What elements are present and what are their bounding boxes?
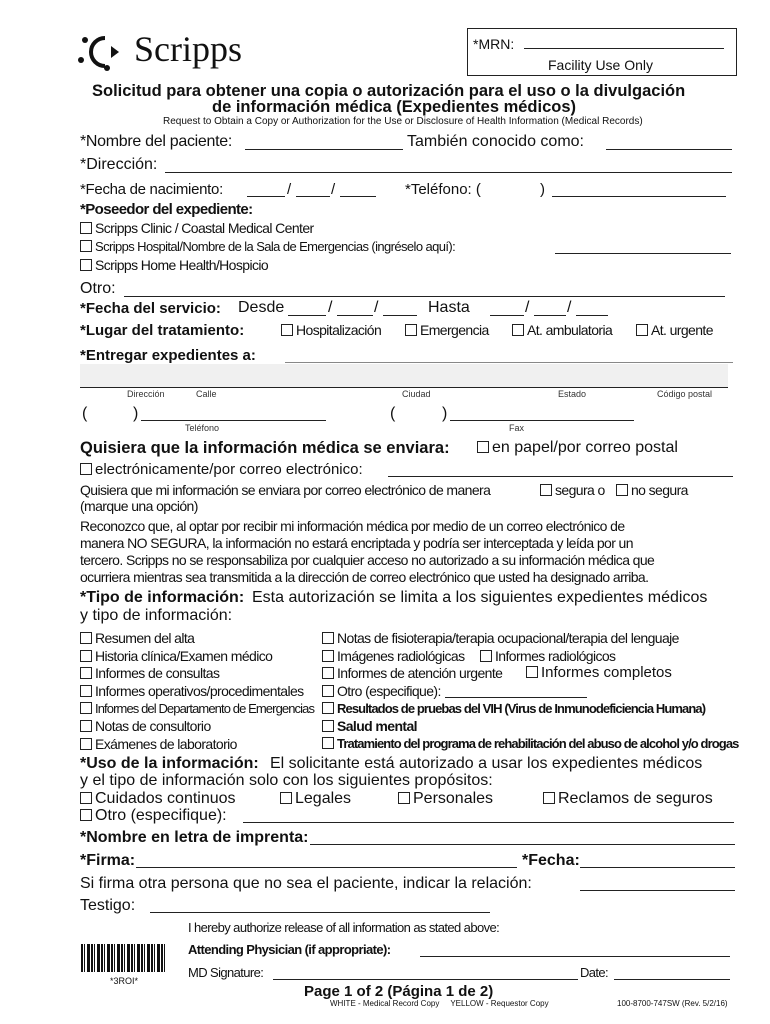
info-complete[interactable]: Informes completos xyxy=(526,664,672,681)
phone-label: *Teléfono: ( xyxy=(405,181,481,198)
aka-field[interactable] xyxy=(606,136,732,150)
info-er[interactable]: Informes del Departamento de Emergencias xyxy=(80,701,314,716)
send-label: Quisiera que la información médica se enviara: xyxy=(80,439,450,457)
substance-checkbox[interactable] xyxy=(322,737,334,749)
service-date-label: *Fecha del servicio: xyxy=(80,300,221,317)
md-signature-label: MD Signature: xyxy=(188,965,264,980)
holder-other-label: Otro: xyxy=(80,280,116,297)
info-radiology-reports[interactable]: Informes radiológicos xyxy=(480,648,615,664)
info-substance[interactable]: Tratamiento del programa de rehabilitación del abuso de alcohol y/o drogas xyxy=(322,736,739,751)
sign-date-label: *Fecha: xyxy=(522,852,580,869)
electronic-checkbox[interactable] xyxy=(80,463,92,475)
deliver-phone-paren-open: ( xyxy=(82,405,88,422)
relation-label: Si firma otra persona que no sea el paciente, indicar la relación: xyxy=(80,875,532,892)
witness-label: Testigo: xyxy=(80,897,136,914)
dob-day-field[interactable] xyxy=(296,183,330,197)
deliver-fax-paren-open: ( xyxy=(390,405,396,422)
print-name-label: *Nombre en letra de imprenta: xyxy=(80,829,309,846)
md-signature-field[interactable] xyxy=(273,966,578,980)
from-label: Desde xyxy=(238,299,285,316)
deliver-label: *Entregar expedientes a: xyxy=(80,347,256,364)
info-operative[interactable]: Informes operativos/procedimentales xyxy=(80,683,304,699)
use-intro1: El solicitante está autorizado a usar los expedientes médicos xyxy=(270,755,703,772)
relation-field[interactable] xyxy=(580,877,735,891)
office-notes-checkbox[interactable] xyxy=(80,720,92,732)
address-city-label: Ciudad xyxy=(402,389,431,399)
brand-name: Scripps xyxy=(134,29,242,69)
info-type-intro1: Esta autorización se limita a los siguientes expedientes médicos xyxy=(252,589,708,606)
holder-option-home-health[interactable]: Scripps Home Health/Hospicio xyxy=(80,257,268,273)
insecure-option[interactable]: no segura xyxy=(616,482,688,498)
info-mental-health[interactable]: Salud mental xyxy=(322,718,417,734)
complete-checkbox[interactable] xyxy=(526,666,538,678)
outpatient-checkbox[interactable] xyxy=(512,324,524,336)
copy-distribution: WHITE - Medical Record Copy YELLOW - Requestor Copy xyxy=(330,999,549,1008)
discharge-checkbox[interactable] xyxy=(80,632,92,644)
holder-option-clinic[interactable]: Scripps Clinic / Coastal Medical Center xyxy=(80,220,314,236)
send-electronic-option[interactable]: electrónicamente/por correo electrónico: xyxy=(80,461,363,478)
email-field[interactable] xyxy=(388,463,733,477)
info-radiology-images[interactable]: Imágenes radiológicas xyxy=(322,648,464,664)
mrn-label: *MRN: xyxy=(473,36,515,52)
use-personal[interactable]: Personales xyxy=(398,790,493,808)
insecure-checkbox[interactable] xyxy=(616,484,628,496)
secure-option[interactable]: segura o xyxy=(540,482,605,498)
signature-field[interactable] xyxy=(136,854,517,868)
send-paper-option[interactable]: en papel/por correo postal xyxy=(477,439,678,457)
authorize-statement: I hereby authorize release of all information as stated above: xyxy=(188,920,500,935)
mental-health-checkbox[interactable] xyxy=(322,720,334,732)
clinic-checkbox[interactable] xyxy=(80,222,92,234)
home-health-checkbox[interactable] xyxy=(80,259,92,271)
hiv-checkbox[interactable] xyxy=(322,702,334,714)
hospitalization-checkbox[interactable] xyxy=(281,324,293,336)
to-label: Hasta xyxy=(428,299,470,316)
ack-line-2: manera NO SEGURA, la información no estará encriptada y podría ser interceptada y leída por un xyxy=(80,535,633,551)
to-year-field[interactable] xyxy=(576,302,608,316)
secure-line: Quisiera que mi información se enviara por correo electrónico de manera xyxy=(80,482,491,498)
insurance-checkbox[interactable] xyxy=(543,792,555,804)
patient-name-field[interactable] xyxy=(245,136,403,150)
holder-title: *Poseedor del expediente: xyxy=(80,201,253,218)
info-history[interactable]: Historia clínica/Examen médico xyxy=(80,648,272,664)
radiology-reports-checkbox[interactable] xyxy=(480,650,492,662)
continuing-care-checkbox[interactable] xyxy=(80,792,92,804)
use-other-checkbox[interactable] xyxy=(80,809,92,821)
form-title-line1: Solicitud para obtener una copia o autorización para el uso o la divulgación xyxy=(92,82,686,100)
operative-checkbox[interactable] xyxy=(80,685,92,697)
use-continuing-care[interactable]: Cuidados continuos xyxy=(80,790,236,808)
legal-checkbox[interactable] xyxy=(280,792,292,804)
fax-field-label: Fax xyxy=(509,423,525,433)
form-title-line2: de información médica (Expedientes médicos) xyxy=(212,98,577,116)
use-title: *Uso de la información: xyxy=(80,755,259,772)
personal-checkbox[interactable] xyxy=(398,792,410,804)
page-indicator: Page 1 of 2 (Página 1 de 2) xyxy=(304,983,494,1000)
address-field[interactable] xyxy=(165,159,732,173)
deliver-name-field[interactable] xyxy=(285,349,733,363)
place-label: *Lugar del tratamiento: xyxy=(80,322,245,339)
deliver-phone-paren-close: ) xyxy=(133,405,139,422)
mrn-field[interactable] xyxy=(524,35,724,49)
info-other[interactable]: Otro (especifique): xyxy=(322,683,441,699)
place-urgent[interactable]: At. urgente xyxy=(636,322,713,338)
dob-month-field[interactable] xyxy=(247,183,285,197)
use-intro2: y el tipo de información solo con los siguientes propósitos: xyxy=(80,772,493,789)
dob-year-field[interactable] xyxy=(340,183,376,197)
urgent-checkbox[interactable] xyxy=(636,324,648,336)
phone-paren: ) xyxy=(540,181,545,198)
attending-field[interactable] xyxy=(420,943,730,957)
deliver-fax-paren-close: ) xyxy=(442,405,448,422)
info-therapy[interactable]: Notas de fisioterapia/terapia ocupacional/terapia del lenguaje xyxy=(322,630,679,646)
urgent-care-checkbox[interactable] xyxy=(322,667,334,679)
er-name-field[interactable] xyxy=(555,240,731,254)
from-month-field[interactable] xyxy=(288,302,326,316)
info-consults[interactable]: Informes de consultas xyxy=(80,665,219,681)
phone-field-label: Teléfono xyxy=(185,423,220,433)
patient-phone-field[interactable] xyxy=(552,183,726,197)
hospital-checkbox[interactable] xyxy=(80,240,92,252)
md-date-field[interactable] xyxy=(614,966,730,980)
address-state-label: Estado xyxy=(558,389,587,399)
er-checkbox[interactable] xyxy=(80,702,92,714)
paper-checkbox[interactable] xyxy=(477,441,489,453)
holder-other-field[interactable] xyxy=(124,283,725,297)
deliver-phone-field[interactable] xyxy=(141,407,326,421)
to-month-field[interactable] xyxy=(490,302,524,316)
address-street-num-label: Dirección xyxy=(127,389,165,399)
sign-date-field[interactable] xyxy=(580,854,735,868)
from-year-field[interactable] xyxy=(383,302,417,316)
address-zip-label: Código postal xyxy=(657,389,713,399)
from-day-field[interactable] xyxy=(337,302,373,316)
mrn-box xyxy=(467,28,737,76)
dob-label: *Fecha de nacimiento: xyxy=(80,181,223,198)
info-office-notes[interactable]: Notas de consultorio xyxy=(80,718,211,734)
radiology-images-checkbox[interactable] xyxy=(322,650,334,662)
place-emergency[interactable]: Emergencia xyxy=(405,322,489,338)
info-other-field[interactable] xyxy=(445,684,587,698)
info-urgent-care[interactable]: Informes de atención urgente xyxy=(322,665,502,681)
ack-line-1: Reconozco que, al optar por recibir mi información médica por medio de un correo electrónico de xyxy=(80,518,625,534)
info-discharge[interactable]: Resumen del alta xyxy=(80,630,194,646)
ack-line-3: tercero. Scripps no se responsabiliza por cualquier acceso no autorizado a su información médica que xyxy=(80,552,655,568)
ack-line-4: ocurriera mientras sea transmitida a la dirección de correo electrónico que usted ha designado arriba. xyxy=(80,569,649,585)
info-type-intro2: y tipo de información: xyxy=(80,607,233,624)
info-type-title: *Tipo de información: xyxy=(80,589,245,606)
use-insurance[interactable]: Reclamos de seguros xyxy=(543,790,713,808)
use-other[interactable]: Otro (especifique): xyxy=(80,807,227,825)
mark-one-note: (marque una opción) xyxy=(80,498,198,514)
use-other-field[interactable] xyxy=(243,809,734,823)
sign-label: *Firma: xyxy=(80,852,136,869)
aka-label: También conocido como: xyxy=(407,133,584,150)
address-label: *Dirección: xyxy=(80,156,158,173)
lab-checkbox[interactable] xyxy=(80,738,92,750)
md-date-label: Date: xyxy=(580,965,609,980)
emergency-checkbox[interactable] xyxy=(405,324,417,336)
history-checkbox[interactable] xyxy=(80,650,92,662)
form-subtitle: Request to Obtain a Copy or Authorization for the Use or Disclosure of Health Information (Medical Records) xyxy=(163,116,643,127)
deliver-fax-field[interactable] xyxy=(450,407,634,421)
form-number: 100-8700-747SW (Rev. 5/2/16) xyxy=(617,999,728,1008)
scripps-logo-icon xyxy=(77,32,131,72)
place-outpatient[interactable]: At. ambulatoria xyxy=(512,322,612,338)
witness-field[interactable] xyxy=(150,899,490,913)
patient-name-label: *Nombre del paciente: xyxy=(80,133,233,150)
barcode-icon xyxy=(81,944,165,972)
therapy-checkbox[interactable] xyxy=(322,632,334,644)
to-day-field[interactable] xyxy=(534,302,566,316)
facility-note: Facility Use Only xyxy=(548,57,654,73)
info-hiv[interactable]: Resultados de pruebas del VIH (Virus de Inmunodeficiencia Humana) xyxy=(322,701,705,716)
secure-checkbox[interactable] xyxy=(540,484,552,496)
print-name-field[interactable] xyxy=(310,831,735,845)
holder-option-hospital[interactable]: Scripps Hospital/Nombre de la Sala de Emergencias (ingréselo aquí): xyxy=(80,239,455,254)
info-lab[interactable]: Exámenes de laboratorio xyxy=(80,736,237,752)
consults-checkbox[interactable] xyxy=(80,667,92,679)
use-legal[interactable]: Legales xyxy=(280,790,351,808)
info-other-checkbox[interactable] xyxy=(322,685,334,697)
attending-label: Attending Physician (if appropriate): xyxy=(188,942,391,957)
place-hospitalization[interactable]: Hospitalización xyxy=(281,322,381,338)
barcode-code: *3ROI* xyxy=(110,976,139,986)
address-street-label: Calle xyxy=(196,389,217,399)
deliver-address-field[interactable] xyxy=(80,364,728,388)
